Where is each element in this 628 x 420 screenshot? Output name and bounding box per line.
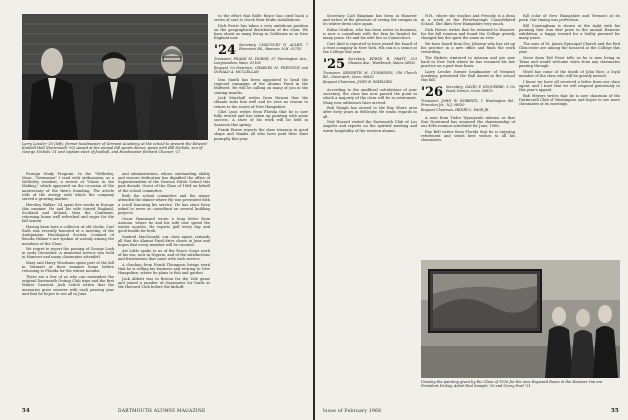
left-page	[0, 0, 313, 420]
treasurer-line: Treasurer, KENNETH M. CUMMINGS, Old Church Rd., Greenwich, Conn. 06830	[323, 71, 417, 80]
right-page	[315, 0, 628, 420]
paragraph: We regret to report the passing of George Lusk in early December. A memorial service was held in Hanover and many classmates attended.	[22, 247, 114, 260]
right-column-2	[421, 14, 515, 254]
paragraph: Oscar Hammond wrote a long letter from Arizona, where he and his wife now spend the winter months. He reports golf every day and good health for both.	[118, 216, 210, 234]
magazine-footer: DARTMOUTH ALUMNI MAGAZINE	[118, 409, 206, 414]
paragraph: Bill Cunningham is shown at the right with his painting that won first prize in the annual Hanover exhibition, a happy reward for a hobby pursued for many years.	[519, 23, 620, 41]
painting-caption: Viewing the painting given by the Class of 1926 for the new Hayward Room in the Hanover Inn are President Dickey, Artist Paul Sample '20 and Corey Ford '21.	[421, 380, 603, 389]
paragraph: Dick Howes writes that he returned to Hanover for the fall reunion and found the College greatly changed but the spirit the same as ever.	[421, 27, 515, 41]
issue-footer: Issue of February 1968	[323, 409, 382, 414]
class-year: '25	[323, 57, 346, 73]
right-column-1	[323, 14, 417, 404]
paragraph: Bob Meyers writes that he is now chairman of the Dartmouth Club of Washington and hopes to see more classmates at its meetings.	[519, 93, 620, 106]
page-number: 54	[22, 408, 30, 414]
class-24-heading	[214, 44, 308, 75]
left-column-1	[22, 172, 114, 404]
bequest-line: Bequest Co-chairmen, CHARLES M. PRENTICE and DONALD A. MCCLELLAN	[214, 66, 308, 75]
paragraph: Chet Lyon writes from Florida that he is now fully retired and has taken up painting with some success. A show of his work will be held in Sarasota this spring.	[214, 110, 308, 127]
secretary-line: Secretary, DAVID F. ESQUERRE, 9 Ox Road, Darien, Conn. 06820	[446, 85, 515, 94]
bequest-line: Bequest Chairman, HENRY L. PAGE JR.	[421, 108, 490, 113]
secretary-line: Secretary, EDWIN B. PRATT, 323 Gleason Ave., Westbrook, Maine 04092	[348, 57, 417, 66]
paragraph: Bob Waugh has moved to the Bay Shore area after forty years in Wellesley. He sends regards to all.	[323, 106, 417, 119]
paragraph: Having been here a collector of old clocks, Carl Rath was recently honored at a meeting of the Antiquarian Horological Society. Leonard of Brooks Palmer's are spoken of warmly among the members of the Class.	[22, 224, 114, 246]
paragraph: full color of New Hampshire and Vermont at its peak. Our timing was perfection.	[519, 14, 620, 23]
paragraph: Rufus Grafton, who has been active in business, is now a consultant with the firm he headed for many years. He and his wife live in Connecticut.	[323, 27, 417, 41]
paragraph: Ray Bell writes from Florida that he is enjoying retirement and sends best wishes to all his classmates.	[421, 130, 515, 143]
paragraph: The sons of St. James Episcopal Church and the Red Gloucester are among the honored at the College this year.	[519, 41, 620, 55]
right-column-3	[519, 14, 620, 254]
paragraph: Word has come of the death of John Rice, a loyal member of the class who will be greatly missed.	[519, 69, 620, 79]
portrait-photo-art	[22, 14, 208, 140]
paragraph: Ned Hazard visited the Dartmouth Club of Los Angeles and reports on the spirited meeting and warm hospitality of the western alumni.	[323, 120, 417, 133]
paragraph: Frank Horne reports the class treasury in good shape and thanks all who have paid their dues promptly this year.	[214, 128, 308, 141]
paragraph: Art Little spoke to us of the Peace Corps work of his son, now in Nigeria, and of the satisfactions and frustrations that come with such service.	[118, 248, 210, 261]
paragraph: Jack Abbott was in Boston for the Yale game and joined a number of classmates for lunch at the Harvard Club before the kickoff.	[118, 276, 210, 289]
treasurer-line: Treasurer, FRANK M. HORNE, 67 Farmington Ave., Longmeadow, Mass. 01106	[214, 57, 308, 66]
paragraph: Sanford MacDonald, our class agent, reminds all that the Alumni Fund drive closes in June and hopes that every member will be counted.	[118, 234, 210, 247]
paragraph: Jack Marshall writes from Hawaii that the climate suits him well and he sees no reason to return to the snows of New Hampshire.	[214, 96, 308, 109]
portrait-caption: Larry Lessler '25 (left), former headmaster of Vermont Academy, at the school to present the Edward Kimball Hall (Dartmouth '92) Award at the annual fall sports dinner, poses with Bill Nichols, son of George Nichols '31 and captain-elect of football, and Headmaster Richard Cheever '27.	[22, 142, 207, 155]
class-year: '24	[214, 43, 237, 59]
class-year: '26	[421, 85, 444, 101]
paragraph: There are a few of us who can remember the original Dartmouth Outing Club trips and the first Winter Carnival. Jack Leitch writes that the memories grow sweeter with each passing year and that he hopes to see all in June.	[22, 275, 114, 296]
portrait-photo	[22, 14, 208, 140]
left-column-2	[118, 172, 210, 404]
class-25-heading	[323, 58, 417, 85]
paragraph: The Bickets wintered in Arizona and are now back in New York where he has resumed his law practice on a part-time basis.	[421, 55, 515, 69]
paragraph: According to the unofficial calculations of your secretary, the class has now passed the point at which a majority of the class will be in retirement. Many new addresses have arrived.	[323, 88, 417, 105]
paragraph: Curt Abel is reported to have joined the board of a trust company in New York. His son is a senior at the College this year.	[323, 41, 417, 55]
paragraph: N.H., where she teaches and Frenchy is a dean at a week at the Peterborough Consolidated School. She likes New Hampshire very much.	[421, 14, 515, 27]
treasurer-line: Treasurer, JOHN W. ROBERTS, 1 Washington Rd., Princeton Jct., N.J. 08550	[421, 99, 515, 108]
paragraph: A checkup from Frank Thompson brings word that he is selling his business and retiring to New Hampshire, where he plans to fish and garden.	[118, 262, 210, 275]
paragraph: A note from Tudor Wyneyards informs us that Don Norstrand has assumed the chairmanship of our 40th reunion scheduled for June, 1966.	[421, 116, 515, 129]
paragraph: I know we have all received a letter from our class agent, and I trust that we will respond generously to this year's appeal.	[519, 79, 620, 92]
paragraph: Mary and Harry Woodsum spent part of the fall in Vermont at their summer home before returning to Florida for the winter months.	[22, 261, 114, 274]
class-26-heading	[421, 86, 515, 113]
paragraph: Secretary Carl Bingham has been in Hanover and writes of the pleasure of seeing the campus in its winter dress once again.	[323, 14, 417, 27]
page-number: 55	[611, 408, 619, 414]
painting-photo-art	[421, 260, 620, 378]
paragraph: We have heard from Doc Johnson who has set up his practice in a new office and finds the work rewarding.	[421, 41, 515, 55]
paragraph: Both the school committee and the mayor attended the dinner where Hy was presented with a scroll honoring his service. He has since been asked to serve as consultant on several building projects.	[118, 194, 210, 215]
painting-photo	[421, 260, 620, 378]
paragraph: Foreign Study Program. In the "Wellesley, Mass., Townsman" I read with enthusiasm, as a Wellesley resident, a review of "Music in the Making," which appeared on the occasion of the anniversary of the firm's founding. The article tells of the energy with which the company served a growing market.	[22, 172, 114, 201]
paragraph: Don Smith has been appointed to head the regional campaign of the Alumni Fund in the Midwest. He will be calling on many of you in the coming months.	[214, 78, 308, 95]
paragraph: and administration, whose outstanding ability and sincere dedication has dignified the office of Superintendent of the Newton Public School this past decade. Guest of the Class of 1964 on behalf of the school committee.	[118, 172, 210, 193]
paragraph: to the effort that Rolfe Royce has cited back a series of cars to check their brake installations.	[214, 14, 308, 23]
paragraph: Dick Ferris has taken a very ambitious position on the geographical distribution of the class. We have about as many living in California as in New England now.	[214, 23, 308, 41]
bequest-line: Bequest Chairman, JOHN B. WHELDEN	[323, 80, 393, 85]
paragraph: Hershey Walker '24 spent five weeks in Europe this summer. He and his wife toured England, Scotland and Ireland, then the Continent, returning home well refreshed and eager for the fall season.	[22, 202, 114, 224]
paragraph: Larry Lessler, former headmaster of Vermont Academy, presented the Hall Award at the school this fall.	[421, 69, 515, 83]
left-column-3	[214, 14, 308, 404]
secretary-line: Secretary, CHAUNCEY N. ALLEN, 7 Riverview Rd., Hanover, N.H. 03755	[239, 43, 308, 52]
paragraph: News from Ted Frost tells us he is now living in Texas and would welcome visits from any classmates passing through.	[519, 55, 620, 69]
